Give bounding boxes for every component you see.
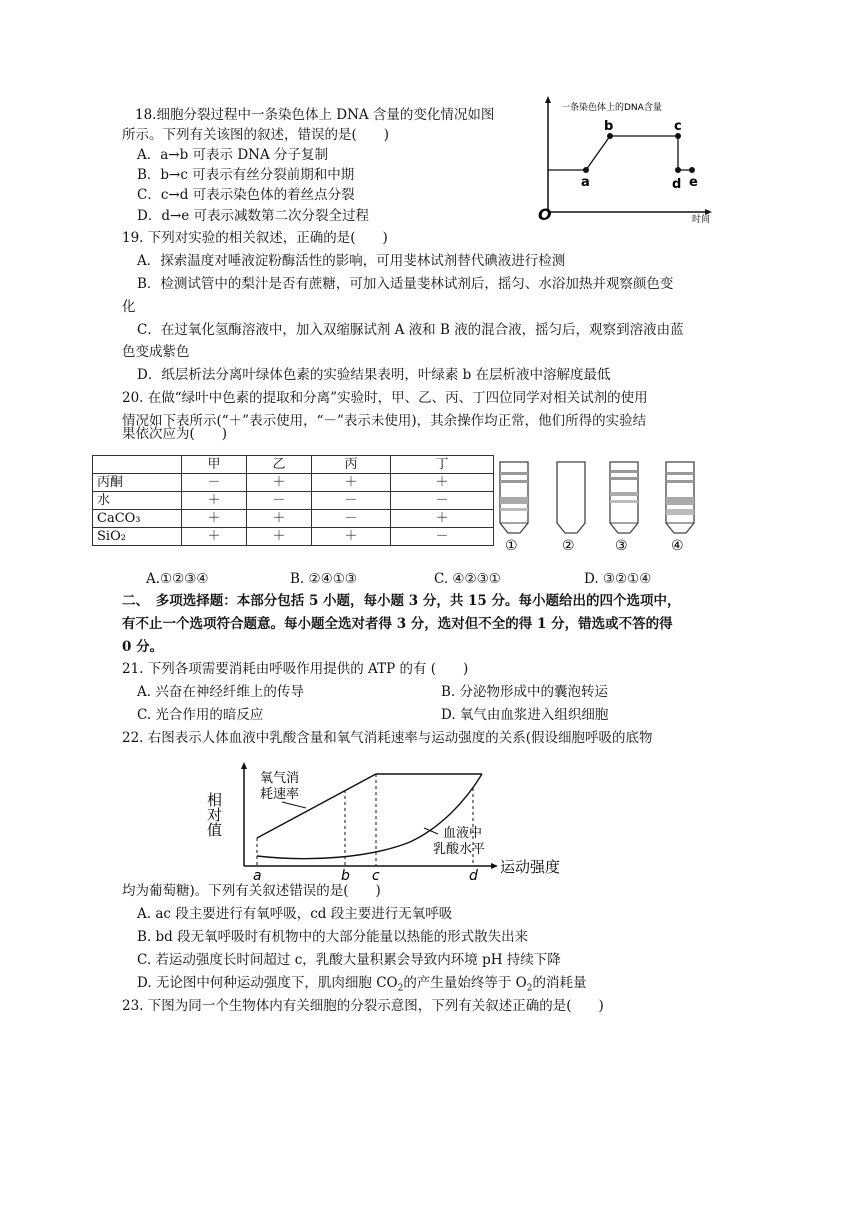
curve1-label-line1: 氧气消 xyxy=(260,771,300,786)
q20-option-a: A.①②③④ xyxy=(146,571,209,587)
q18-option-d: D．d→e 可表示减数第二次分裂全过程 xyxy=(137,208,370,224)
tube-4 xyxy=(666,462,694,533)
q18-stem-line2: 所示。下列有关该图的叙述，错误的是( ) xyxy=(122,127,390,143)
q19-stem: 19. 下列对实验的相关叙述，正确的是( ) xyxy=(122,230,388,246)
tube-2 xyxy=(557,462,585,533)
table-cell: ＋ xyxy=(312,474,391,492)
graph-origin: O xyxy=(538,205,552,224)
q20-stem-line1: 20. 在做“绿叶中色素的提取和分离”实验时，甲、乙、丙、丁四位同学对相关试剂的使用 xyxy=(122,390,648,406)
tube-3 xyxy=(610,462,638,533)
chromatography-tubes xyxy=(490,460,710,556)
q22-stem-line2: 均为葡萄糖)。下列有关叙述错误的是( ) xyxy=(122,883,381,899)
table-header-ding: 丁 xyxy=(391,456,494,474)
section2-heading-line2: 有不止一个选项符合题意。每小题全选对者得 3 分，选对但不全的得 1 分，错选或不答的得 xyxy=(122,616,673,632)
q19-option-a: A．探索温度对唾液淀粉酶活性的影响，可用斐林试剂替代碘液进行检测 xyxy=(137,253,566,269)
point-e xyxy=(689,167,695,173)
q20-stem-line3: 果依次应为( ) xyxy=(122,426,228,442)
tick-a: a xyxy=(253,868,262,884)
tube-1 xyxy=(500,462,528,533)
point-d xyxy=(675,167,681,173)
label-b: b xyxy=(604,119,614,134)
table-cell: － xyxy=(391,528,494,546)
reagent-table xyxy=(92,455,494,546)
table-cell: ＋ xyxy=(182,492,247,510)
label-e: e xyxy=(689,175,698,190)
table-row xyxy=(93,528,494,546)
q18-stem-line1: 18.细胞分裂过程中一条染色体上 DNA 含量的变化情况如图 xyxy=(135,107,495,123)
q23-stem: 23. 下图为同一个生物体内有关细胞的分裂示意图，下列有关叙述正确的是( ) xyxy=(122,998,604,1014)
curve1-label-line2: 耗速率 xyxy=(260,787,300,802)
curve1-pointer xyxy=(282,802,306,808)
table-row-label: 水 xyxy=(93,492,182,510)
q19-option-c-line1: C．在过氧化氢酶溶液中，加入双缩脲试剂 A 液和 B 液的混合液，摇匀后，观察到溶液由蓝 xyxy=(137,322,684,338)
table-cell: － xyxy=(391,492,494,510)
graph-ylabel: 一条染色体上的DNA含量 xyxy=(561,103,662,113)
tick-d: d xyxy=(469,868,478,884)
q22-option-a: A. ac 段主要进行有氧呼吸，cd 段主要进行无氧呼吸 xyxy=(137,906,453,922)
table-cell: ＋ xyxy=(247,474,312,492)
curve2-label-line2: 乳酸水平 xyxy=(433,842,486,857)
curve2-label-line1: 血液中 xyxy=(443,826,483,841)
tube-label-3: ③ xyxy=(615,538,628,554)
q18-option-b: B．b→c 可表示有丝分裂前期和中期 xyxy=(137,167,355,183)
tick-b: b xyxy=(341,868,350,884)
graph-ylabel: 相对值 xyxy=(205,792,223,837)
table-cell: － xyxy=(312,492,391,510)
table-cell: ＋ xyxy=(312,528,391,546)
q19-option-b-line2: 化 xyxy=(122,299,136,315)
label-a: a xyxy=(581,175,590,190)
x-axis-arrow xyxy=(491,863,498,869)
q22-option-d: D. 无论图中何种运动强度下，肌肉细胞 $CO_2$的产生量始终等于 $O_2$的消耗量 xyxy=(137,975,587,994)
q18-option-c: C．c→d 可表示染色体的着丝点分裂 xyxy=(137,187,355,203)
q20-stem-line2: 情况如下表所示(“＋”表示使用，“－”表示未使用)，其余操作均正常，他们所得的实验结 xyxy=(122,413,647,429)
tube-label-1: ① xyxy=(505,538,518,554)
tube-label-2: ② xyxy=(562,538,575,554)
q18-dna-graph xyxy=(530,96,730,226)
table-row-label: 丙酮 xyxy=(93,474,182,492)
table-cell: ＋ xyxy=(182,510,247,528)
q21-option-b: B. 分泌物形成中的囊泡转运 xyxy=(441,684,609,700)
table-cell: ＋ xyxy=(391,510,494,528)
tick-c: c xyxy=(372,868,380,884)
label-c: c xyxy=(674,119,682,134)
table-row xyxy=(93,510,494,528)
graph-xlabel: 时间 xyxy=(692,215,711,225)
q19-option-d: D．纸层析法分离叶绿体色素的实验结果表明，叶绿素 b 在层析液中溶解度最低 xyxy=(137,367,611,383)
table-header-yi: 乙 xyxy=(247,456,312,474)
q21-option-c: C. 光合作用的暗反应 xyxy=(137,707,264,723)
table-row-label: CaCO₃ xyxy=(93,510,182,528)
q20-option-b: B. ②④①③ xyxy=(290,571,357,587)
q21-stem: 21. 下列各项需要消耗由呼吸作用提供的 ATP 的有 ( ) xyxy=(122,661,469,677)
table-cell: － xyxy=(182,474,247,492)
q19-option-c-line2: 色变成紫色 xyxy=(122,344,190,360)
q18-option-a: A．a→b 可表示 DNA 分子复制 xyxy=(137,147,329,163)
q22-exercise-graph xyxy=(205,762,610,884)
q21-option-a: A. 兴奋在神经纤维上的传导 xyxy=(137,684,304,700)
label-d: d xyxy=(672,177,682,192)
q22-option-b: B. bd 段无氧呼吸时有机物中的大部分能量以热能的形式散失出来 xyxy=(137,929,529,945)
table-header-row xyxy=(93,456,494,474)
table-cell: － xyxy=(247,492,312,510)
q21-option-d: D. 氧气由血浆进入组织细胞 xyxy=(441,707,609,723)
table-cell: ＋ xyxy=(182,528,247,546)
graph-xlabel: 运动强度 xyxy=(500,858,561,876)
y-axis-arrow xyxy=(241,762,247,769)
q22-option-c: C. 若运动强度长时间超过 c，乳酸大量积累会导致内环境 pH 持续下降 xyxy=(137,952,561,968)
dna-content-line xyxy=(548,136,692,170)
table-row xyxy=(93,474,494,492)
q20-option-d: D. ③②①④ xyxy=(584,571,652,587)
table-cell: ＋ xyxy=(391,474,494,492)
table-cell: ＋ xyxy=(247,510,312,528)
table-row xyxy=(93,492,494,510)
section2-heading-line1: 二、 多项选择题：本部分包括 5 小题，每小题 3 分，共 15 分。每小题给出的四个选项中， xyxy=(122,593,681,609)
q22-stem-line1: 22. 右图表示人体血液中乳酸含量和氧气消耗速率与运动强度的关系(假设细胞呼吸的底物 xyxy=(122,730,653,746)
table-header-bing: 丙 xyxy=(312,456,391,474)
section2-heading-line3: 0 分。 xyxy=(122,639,164,655)
table-cell: － xyxy=(312,510,391,528)
y-axis-arrow xyxy=(545,96,551,103)
table-cell: ＋ xyxy=(247,528,312,546)
table-row-label: SiO₂ xyxy=(93,528,182,546)
q20-option-c: C. ④②③① xyxy=(434,571,501,587)
q19-option-b-line1: B．检测试管中的梨汁是否有蔗糖，可加入适量斐林试剂后，摇匀、水浴加热并观察颜色变 xyxy=(137,276,674,292)
point-a xyxy=(583,167,589,173)
table-cell xyxy=(93,456,182,474)
tube-label-4: ④ xyxy=(671,538,684,554)
table-header-jia: 甲 xyxy=(182,456,247,474)
